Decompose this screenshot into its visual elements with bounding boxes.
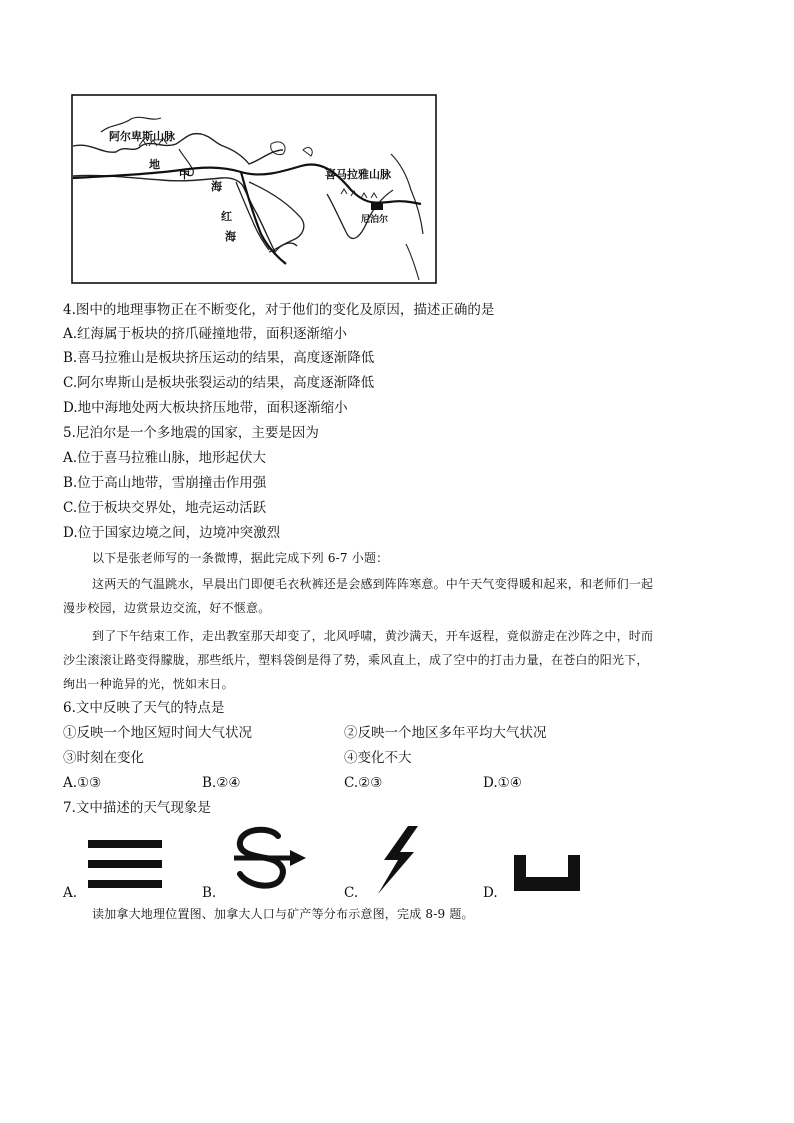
q7-option-b[interactable]: B. — [202, 885, 217, 901]
plate-map — [71, 94, 437, 284]
passage-intro: 以下是张老师写的一条微博，据此完成下列 6-7 小题： — [92, 551, 389, 565]
q6-option-a[interactable]: A.①③ — [63, 775, 102, 791]
q4-option-d[interactable]: D.地中海地处两大板块挤压地带，面积逐渐缩小 — [63, 400, 348, 416]
plate-map-figure — [71, 94, 437, 284]
q6-option-b[interactable]: B.②④ — [202, 775, 241, 791]
q5-option-c[interactable]: C.位于板块交界处，地壳运动活跃 — [63, 500, 267, 516]
q6-option-d[interactable]: D.①④ — [483, 775, 522, 791]
label-himalaya: 喜马拉雅山脉 — [325, 168, 391, 181]
passage-p2-line1: 到了下午结束工作，走出教室那天却变了，北风呼啸，黄沙满天，开车返程，竟似游走在沙阵之中，时而 — [92, 629, 654, 643]
q7-stem: 7.文中描述的天气现象是 — [63, 800, 211, 816]
q7-option-c[interactable]: C. — [344, 885, 359, 901]
q6-item-1: ①反映一个地区短时间大气状况 — [63, 725, 252, 741]
label-hai: 海 — [211, 180, 222, 193]
q5-option-a[interactable]: A.位于喜马拉雅山脉，地形起伏大 — [63, 450, 267, 466]
label-alps: 阿尔卑斯山脉 — [109, 130, 175, 143]
thunderstorm-symbol-icon[interactable] — [374, 826, 422, 898]
label-nepal: 尼泊尔 — [361, 215, 389, 225]
q7-option-a[interactable]: A. — [63, 885, 78, 901]
q7-option-d[interactable]: D. — [483, 885, 498, 901]
q5-stem: 5.尼泊尔是一个多地震的国家，主要是因为 — [63, 425, 319, 441]
sandstorm-symbol-icon[interactable] — [230, 826, 310, 894]
label-hai2: 海 — [225, 230, 236, 243]
q6-stem: 6.文中反映了天气的特点是 — [63, 700, 225, 716]
floating-dust-symbol-icon[interactable] — [514, 855, 580, 895]
q6-item-4: ④变化不大 — [344, 750, 412, 766]
q4-option-b[interactable]: B.喜马拉雅山是板块挤压运动的结果，高度逐渐降低 — [63, 350, 375, 366]
q6-option-c[interactable]: C.②③ — [344, 775, 383, 791]
q4-option-a[interactable]: A.红海属于板块的挤爪碰撞地带，面积逐渐缩小 — [63, 326, 348, 342]
q6-item-2: ②反映一个地区多年平均大气状况 — [344, 725, 547, 741]
fog-symbol-icon[interactable] — [88, 840, 162, 894]
q4-stem: 4.图中的地理事物正在不断变化，对于他们的变化及原因，描述正确的是 — [63, 302, 495, 318]
passage-p2-line2: 沙尘滚滚让路变得朦胧，那些纸片，塑料袋倒是得了势，乘风直上，成了空中的打击力量，在苍白的阳光下， — [63, 653, 649, 667]
q6-item-3: ③时刻在变化 — [63, 750, 144, 766]
passage-p2-line3: 绚出一种诡异的光，恍如末日。 — [63, 677, 234, 691]
q89-intro: 读加拿大地理位置图、加拿大人口与矿产等分布示意图，完成 8-9 题。 — [92, 907, 474, 921]
passage-p1-line1: 这两天的气温跳水，早晨出门即便毛衣秋裤还是会感到阵阵寒意。中午天气变得暖和起来，和老师们一起 — [92, 577, 654, 591]
q4-option-c[interactable]: C.阿尔卑斯山是板块张裂运动的结果，高度逐渐降低 — [63, 375, 375, 391]
label-di: 地 — [149, 158, 160, 171]
passage-p1-line2: 漫步校园，边赏景边交流，好不惬意。 — [63, 601, 271, 615]
label-hong: 红 — [221, 210, 232, 223]
label-zhong: 中 — [179, 168, 190, 181]
q5-option-d[interactable]: D.位于国家边境之间，边境冲突激烈 — [63, 525, 281, 541]
q5-option-b[interactable]: B.位于高山地带，雪崩撞击作用强 — [63, 475, 267, 491]
